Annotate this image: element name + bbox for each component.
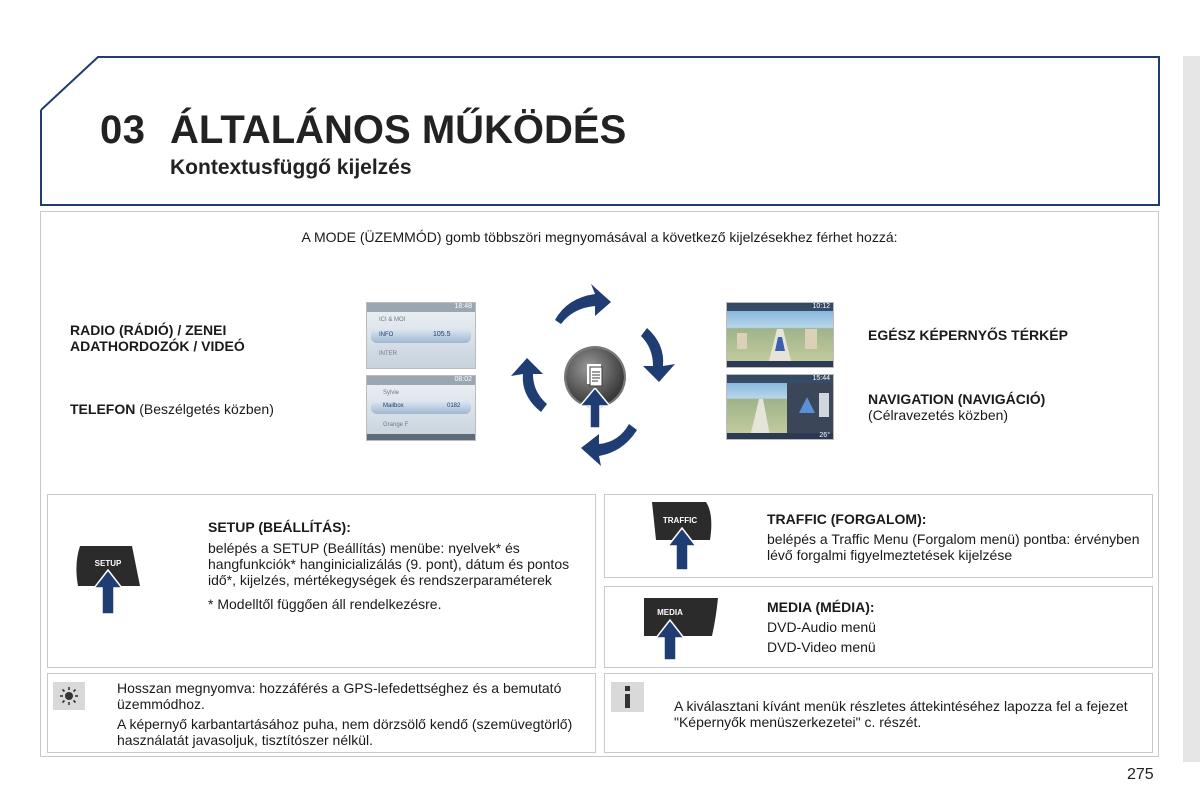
label-radio: RADIO (RÁDIÓ) / ZENEI ADATHORDOZÓK / VIDEÓ xyxy=(70,322,245,354)
phone-row-1: Sylvie xyxy=(383,390,400,396)
intro-text: A MODE (ÜZEMMÓD) gomb többszöri megnyomásával a következő kijelzésekhez férhet hozzá: xyxy=(301,229,898,245)
traffic-key[interactable] xyxy=(650,502,716,572)
media-text xyxy=(767,599,1147,655)
chapter-number: 03 xyxy=(100,108,146,152)
label-map: EGÉSZ KÉPERNYŐS TÉRKÉP xyxy=(868,327,1068,343)
setup-key[interactable] xyxy=(74,544,142,616)
light-bulb-icon xyxy=(59,686,79,706)
nav-map xyxy=(727,383,833,440)
setup-title: SETUP (BEÁLLÍTÁS): xyxy=(208,519,351,535)
info-icon-box xyxy=(611,682,644,712)
setup-text xyxy=(208,519,578,612)
tip-line-2: A képernyő karbantartásához puha, nem dörzsölő kendő (szemüvegtörlő) használatát javasoljuk, tisztítószer nélkül. xyxy=(117,716,573,748)
tip-text xyxy=(117,680,577,748)
cycle-arrow-bottom xyxy=(581,424,637,466)
page-edge-bar xyxy=(1183,56,1200,762)
tip-line-1: Hosszan megnyomva: hozzáférés a GPS-lefedettséghez és a bemutató üzemmódhoz. xyxy=(117,680,562,712)
info-icon xyxy=(622,686,633,708)
cycle-arrow-left xyxy=(511,358,547,412)
radio-freq: 105.5 xyxy=(433,331,451,338)
nav-temp: 26° xyxy=(819,432,830,439)
label-navigation: NAVIGATION (NAVIGÁCIÓ) xyxy=(868,391,1046,407)
chapter-title: ÁLTALÁNOS MŰKÖDÉS xyxy=(170,108,627,152)
radio-row-3: INTER xyxy=(379,351,397,357)
phone-screen-time: 08:02 xyxy=(454,376,472,383)
cycle-arrow-top xyxy=(555,284,611,324)
traffic-title: TRAFFIC (FORGALOM): xyxy=(767,511,927,527)
chapter-subtitle: Kontextusfüggő kijelzés xyxy=(170,156,412,179)
setup-note: * Modelltől függően áll rendelkezésre. xyxy=(208,596,442,612)
phone-number: 0182 xyxy=(447,403,461,409)
tip-icon-box xyxy=(53,682,85,710)
phone-row-3: Grange F xyxy=(383,422,409,428)
map-road xyxy=(727,311,833,368)
phone-screen xyxy=(366,375,476,441)
label-telefon xyxy=(70,401,350,417)
radio-row-2: INFO xyxy=(379,332,394,338)
label-telefon-sub: (Beszélgetés közben) xyxy=(135,401,274,417)
radio-screen-time: 18:48 xyxy=(454,303,472,310)
media-title: MEDIA (MÉDIA): xyxy=(767,599,875,615)
map-screen-time: 10:12 xyxy=(812,303,830,310)
setup-key-label: SETUP xyxy=(94,559,122,568)
traffic-body: belépés a Traffic Menu (Forgalom menü) pontba: érvényben lévő forgalmi figyelmeztetések kijelzése xyxy=(767,531,1140,563)
nav-screen-time: 15:44 xyxy=(812,375,830,382)
cycle-arrow-right xyxy=(641,328,675,382)
media-line-2: DVD-Video menü xyxy=(767,639,876,655)
map-screen xyxy=(726,302,834,368)
media-key[interactable] xyxy=(642,596,722,662)
phone-row-2: Mailbox xyxy=(383,403,404,409)
label-navigation-sub: (Célravezetés közben) xyxy=(868,407,1009,423)
traffic-key-label: TRAFFIC xyxy=(662,516,698,525)
radio-screen xyxy=(366,302,476,369)
label-telefon-title: TELEFON xyxy=(70,401,136,417)
traffic-text xyxy=(767,511,1147,563)
setup-body: belépés a SETUP (Beállítás) menübe: nyelvek* és hangfunkciók* hanginicializálás (9. pont), dátum és pontos idő*, kijelzés, mértékegységek és rendszerparaméterek xyxy=(208,540,570,588)
media-line-1: DVD-Audio menü xyxy=(767,619,876,635)
info-text: A kiválasztani kívánt menük részletes áttekintéséhez lapozza fel a fejezet "Képernyők menüszerkezetei" c. részét. xyxy=(674,698,1128,730)
press-arrow-icon xyxy=(580,388,610,428)
media-key-label: MEDIA xyxy=(657,608,683,617)
phone-screen-footer xyxy=(367,434,475,440)
document-icon xyxy=(586,363,604,387)
nav-screen xyxy=(726,374,834,440)
page-number: 275 xyxy=(1127,766,1154,783)
radio-row-1: ICI & MOI xyxy=(379,317,406,323)
